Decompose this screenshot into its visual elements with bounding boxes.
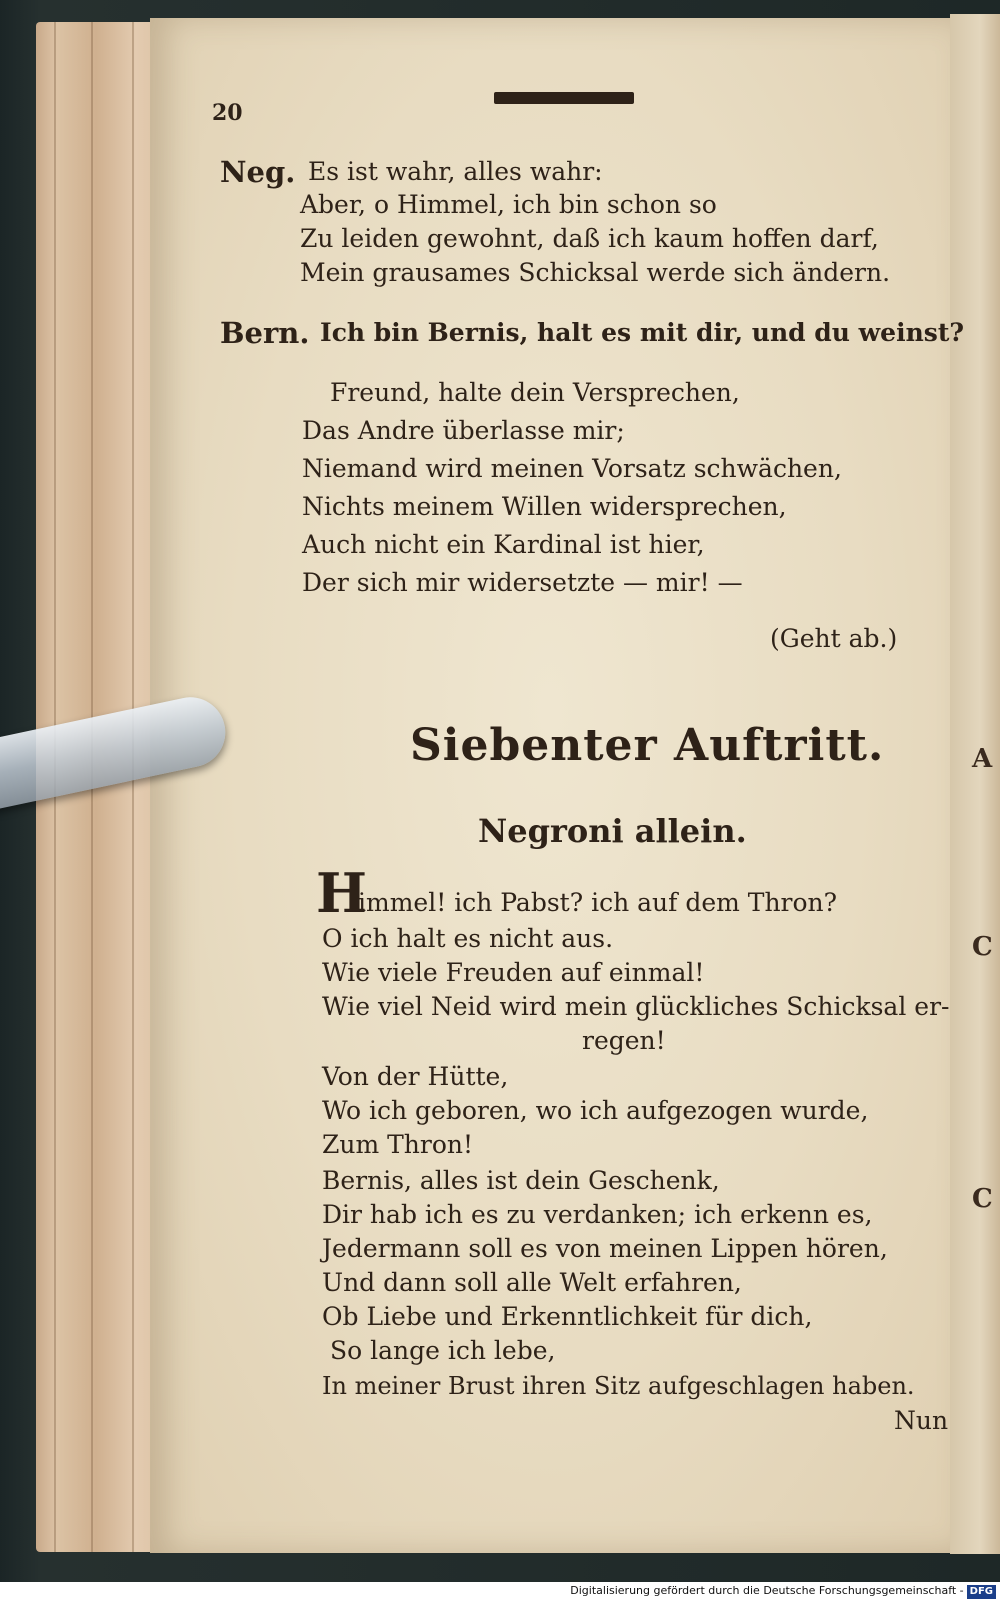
verse-line: Nichts meinem Willen widersprechen, bbox=[302, 492, 787, 521]
verse-line: O ich halt es nicht aus. bbox=[322, 924, 614, 953]
verse-line: Bernis, alles ist dein Geschenk, bbox=[322, 1166, 720, 1195]
verse-line: Zum Thron! bbox=[322, 1130, 474, 1159]
verse-line: immel! ich Pabst? ich auf dem Thron? bbox=[358, 888, 838, 917]
verse-line: Niemand wird meinen Vorsatz schwächen, bbox=[302, 454, 842, 483]
header-rule bbox=[494, 92, 634, 104]
verse-line: In meiner Brust ihren Sitz aufgeschlagen haben. bbox=[322, 1372, 915, 1400]
verse-line: Ob Liebe und Erkenntlichkeit für dich, bbox=[322, 1302, 813, 1331]
verse-line: Es ist wahr, alles wahr: bbox=[308, 157, 603, 186]
verse-line: Der sich mir widersetzte — mir! — bbox=[302, 568, 743, 597]
verse-line: Ich bin Bernis, halt es mit dir, und du weinst? bbox=[320, 318, 965, 347]
verse-line: Auch nicht ein Kardinal ist hier, bbox=[302, 530, 705, 559]
verse-line: Freund, halte dein Versprechen, bbox=[330, 378, 740, 407]
verse-line: regen! bbox=[582, 1026, 666, 1055]
facing-page-fragment: C bbox=[972, 932, 993, 962]
dfg-logo: DFG bbox=[967, 1585, 996, 1599]
page-number: 20 bbox=[212, 100, 243, 126]
verse-line: Wie viel Neid wird mein glückliches Schicksal er- bbox=[322, 992, 950, 1021]
catchword: Nun bbox=[894, 1406, 949, 1435]
verse-line: Aber, o Himmel, ich bin schon so bbox=[300, 190, 717, 219]
facing-page-fragment: C bbox=[972, 1184, 993, 1214]
verse-line: Von der Hütte, bbox=[322, 1062, 509, 1091]
verse-line: Das Andre überlasse mir; bbox=[302, 416, 625, 445]
verse-line: Zu leiden gewohnt, daß ich kaum hoffen darf, bbox=[300, 224, 879, 253]
scene-subtitle: Negroni allein. bbox=[478, 812, 747, 850]
verse-line: Mein grausames Schicksal werde sich ändern. bbox=[300, 258, 891, 287]
speaker-label: Neg. bbox=[220, 155, 296, 189]
verse-line: Jedermann soll es von meinen Lippen hören, bbox=[322, 1234, 888, 1263]
facing-page-fragment: A bbox=[972, 744, 993, 774]
verse-line: So lange ich lebe, bbox=[330, 1336, 556, 1365]
stage-direction: (Geht ab.) bbox=[770, 624, 898, 653]
scene-title: Siebenter Auftritt. bbox=[410, 720, 885, 771]
verse-line: Wie viele Freuden auf einmal! bbox=[322, 958, 705, 987]
digitization-footer bbox=[0, 1582, 1000, 1600]
verse-line: Dir hab ich es zu verdanken; ich erkenn es, bbox=[322, 1200, 873, 1229]
verse-line: Wo ich geboren, wo ich aufgezogen wurde, bbox=[322, 1096, 869, 1125]
footer-text: Digitalisierung gefördert durch die Deutsche Forschungsgemeinschaft - bbox=[570, 1584, 964, 1597]
drop-cap: H bbox=[316, 861, 368, 925]
speaker-label: Bern. bbox=[220, 316, 310, 350]
facing-page-edge bbox=[950, 14, 1000, 1554]
verse-line: Und dann soll alle Welt erfahren, bbox=[322, 1268, 742, 1297]
